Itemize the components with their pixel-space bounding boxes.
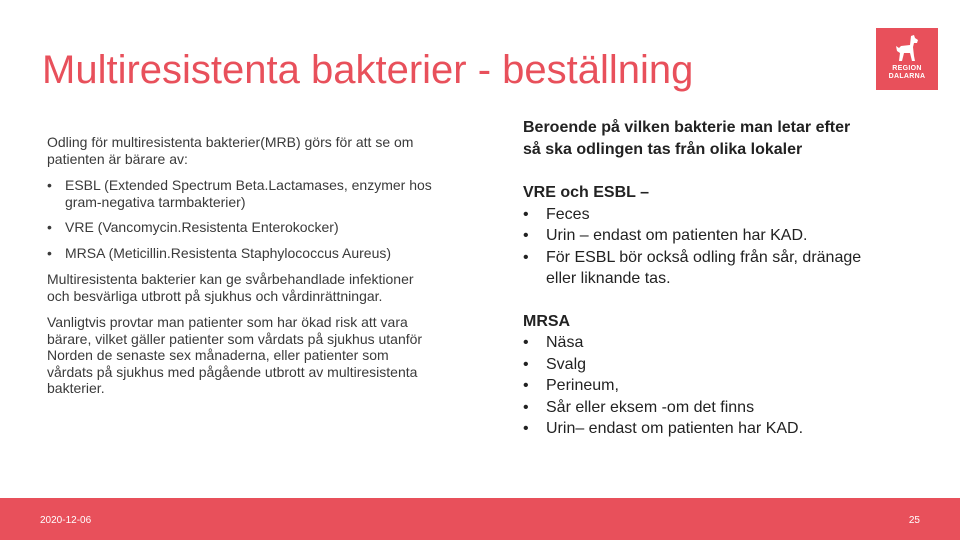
footer-date: 2020-12-06 (40, 515, 92, 526)
right-column (523, 117, 863, 461)
list-item: • VRE (Vancomycin.Resistenta Enterokocker) (47, 219, 437, 236)
list-item: • ESBL (Extended Spectrum Beta.Lactamases, enzymer hos gram-negativa tarmbakterier) (47, 177, 437, 210)
vre-esbl-list (523, 204, 863, 290)
section-heading-mrsa: MRSA (523, 312, 571, 330)
logo-text-dalarna: DALARNA (888, 73, 926, 80)
dala-horse-icon (894, 34, 920, 62)
right-intro: Beroende på vilken bakterie man letar efter så ska odlingen tas från olika lokaler (523, 119, 851, 158)
left-intro: Odling för multiresistenta bakterier(MRB) görs för att se om patienten är bärare av: (47, 134, 414, 167)
bacteria-list (47, 177, 437, 261)
mrsa-list (523, 332, 863, 440)
list-item: • Perineum, (523, 375, 863, 397)
left-paragraph-2: Vanligtvis provtar man patienter som har ökad risk att vara bärare, vilket gäller patienter som vårdats på sjukhus utanför Norden de senaste sex månaderna, eller patienter som vårdats på sjukhus med pågående utbrott av multiresistenta bakterier. (47, 314, 423, 396)
region-dalarna-logo (876, 28, 938, 90)
list-item: • Urin – endast om patienten har KAD. (523, 225, 863, 247)
left-paragraph-1: Multiresistenta bakterier kan ge svårbehandlade infektioner och besvärliga utbrott på sjukhus och vårdinrättningar. (47, 271, 414, 304)
list-item: • För ESBL bör också odling från sår, dränage eller liknande tas. (523, 247, 863, 290)
section-heading-vre-esbl: VRE och ESBL – (523, 184, 649, 201)
page-number: 25 (908, 515, 920, 526)
list-item: • Näsa (523, 332, 863, 354)
list-item: • Svalg (523, 354, 863, 376)
slide-title: Multiresistenta bakterier - beställning (42, 48, 694, 92)
left-column (47, 134, 437, 407)
footer-bar (0, 498, 960, 540)
list-item: • Sår eller eksem -om det finns (523, 397, 863, 419)
logo-text-region: REGION (892, 65, 922, 72)
list-item: • MRSA (Meticillin.Resistenta Staphylococcus Aureus) (47, 245, 437, 262)
list-item: • Feces (523, 204, 863, 226)
list-item: • Urin– endast om patienten har KAD. (523, 418, 863, 440)
